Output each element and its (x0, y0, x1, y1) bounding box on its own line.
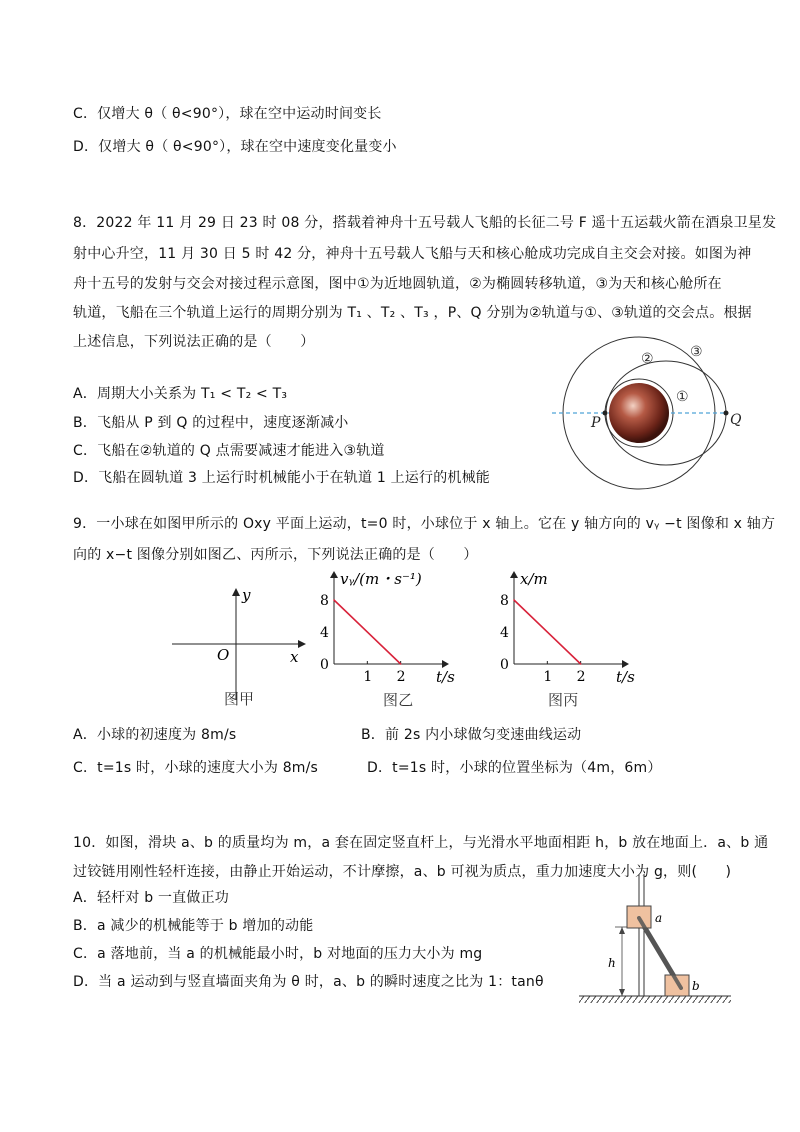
q7-option-d: D．仅增大 θ（ θ<90°），球在空中速度变化量变小 (73, 139, 397, 155)
orbit-1-label: ① (676, 389, 689, 405)
data-point (333, 599, 335, 601)
block-b-label: b (692, 979, 700, 993)
data-point (400, 663, 402, 665)
point-p-label: P (591, 415, 601, 431)
origin-label: 0 (500, 657, 509, 673)
q10-option-d: D．当 a 运动到与竖直墙面夹角为 θ 时，a、b 的瞬时速度之比为 1：tanθ (73, 974, 544, 990)
q8-stem-line-4: 轨道，飞船在三个轨道上运行的周期分别为 T₁ 、T₂ 、T₃ ，P、Q 分别为②轨道与①、③轨道的交会点。根据 (73, 305, 752, 321)
chart-x-t (490, 570, 670, 710)
point-q-label: Q (730, 412, 742, 428)
x-tick-label: 1 (363, 669, 373, 685)
axis-x-label: x (290, 648, 299, 666)
block-a-label: a (655, 911, 663, 925)
y-tick-label: 4 (500, 625, 509, 641)
q9-stem-line-2: 向的 x−t 图像分别如图乙、丙所示，下列说法正确的是（ ） (73, 547, 478, 563)
origin-label: 0 (320, 657, 329, 673)
chart-vy-t (310, 570, 490, 710)
data-point (513, 599, 515, 601)
y-axis-label: x/m (520, 570, 548, 588)
earth (609, 383, 669, 443)
figure-jia (160, 582, 310, 712)
figure-bing-caption: 图丙 (548, 691, 579, 709)
q9-option-a: A．小球的初速度为 8m/s (73, 727, 237, 743)
ground-hatch (579, 996, 731, 1003)
orbit-diagram (540, 330, 740, 490)
x-axis-arrow (622, 660, 629, 668)
axis-y-label: y (242, 586, 251, 604)
y-tick-label: 8 (500, 593, 509, 609)
y-tick-label: 4 (320, 625, 329, 641)
y-tick-label: 8 (320, 593, 329, 609)
y-axis-arrow (330, 571, 338, 578)
y-axis-arrow (510, 571, 518, 578)
y-axis-label: vᵧ/(m・s⁻¹) (340, 570, 422, 588)
q8-stem-line-1: 8．2022 年 11 月 29 日 23 时 08 分，搭载着神舟十五号载人飞船的长征二号 F 遥十五运载火箭在酒泉卫星发 (73, 215, 777, 231)
origin-label: O (217, 646, 230, 664)
h-label: h (608, 956, 616, 970)
q8-stem-line-2: 射中心升空，11 月 30 日 5 时 42 分，神舟十五号载人飞船与天和核心舱成功完成自主交会对接。如图为神 (73, 246, 752, 262)
q8-option-c: C．飞船在②轨道的 Q 点需要减速才能进入③轨道 (73, 443, 385, 459)
q10-stem-line-1: 10．如图，滑块 a、b 的质量均为 m，a 套在固定竖直杆上，与光滑水平地面相距 h，b 放在地面上．a、b 通 (73, 835, 769, 851)
q10-option-b: B．a 减少的机械能等于 b 增加的动能 (73, 918, 314, 934)
series-line (514, 600, 581, 664)
series-line (334, 600, 401, 664)
q8-stem-line-5: 上述信息，下列说法正确的是（ ） (73, 334, 315, 350)
figure-jia-caption: 图甲 (224, 690, 255, 708)
figure-yi-caption: 图乙 (383, 691, 414, 709)
x-tick-label: 1 (543, 669, 553, 685)
slider-rod-diagram (575, 872, 735, 1007)
point-p-dot (603, 411, 608, 416)
x-axis-label: t/s (616, 668, 635, 686)
q8-option-b: B．飞船从 P 到 Q 的过程中，速度逐渐减小 (73, 415, 349, 431)
q8-stem-line-3: 舟十五号的发射与交会对接过程示意图，图中①为近地圆轨道，②为椭圆转移轨道，③为天和核心舱所在 (73, 276, 722, 292)
orbit-3-label: ③ (690, 344, 703, 360)
x-axis-label: t/s (436, 668, 455, 686)
x-axis-arrow (442, 660, 449, 668)
q7-option-c: C．仅增大 θ（ θ<90°），球在空中运动时间变长 (73, 106, 382, 122)
q10-stem-line-2: 过铰链用刚性轻杆连接，由静止开始运动，不计摩擦，a、b 可视为质点，重力加速度大小为 g，则( ) (73, 864, 732, 880)
q8-option-d: D．飞船在圆轨道 3 上运行时机械能小于在轨道 1 上运行的机械能 (73, 470, 490, 486)
x-tick-label: 2 (576, 669, 586, 685)
q9-option-b: B．前 2s 内小球做匀变速曲线运动 (361, 727, 582, 743)
point-q-dot (724, 411, 729, 416)
q9-stem-line-1: 9．一小球在如图甲所示的 Oxy 平面上运动，t=0 时，小球位于 x 轴上。它在 y 轴方向的 vᵧ −t 图像和 x 轴方 (73, 516, 776, 532)
data-point (580, 663, 582, 665)
q9-option-c: C．t=1s 时，小球的速度大小为 8m/s (73, 760, 319, 776)
q8-option-a: A．周期大小关系为 T₁ < T₂ < T₃ (73, 386, 288, 402)
q10-option-c: C．a 落地前，当 a 的机械能最小时，b 对地面的压力大小为 mg (73, 946, 483, 962)
orbit-2-label: ② (641, 351, 654, 367)
q9-option-d: D．t=1s 时，小球的位置坐标为（4m，6m） (367, 760, 662, 776)
x-tick-label: 2 (396, 669, 406, 685)
q10-option-a: A．轻杆对 b 一直做正功 (73, 890, 229, 906)
